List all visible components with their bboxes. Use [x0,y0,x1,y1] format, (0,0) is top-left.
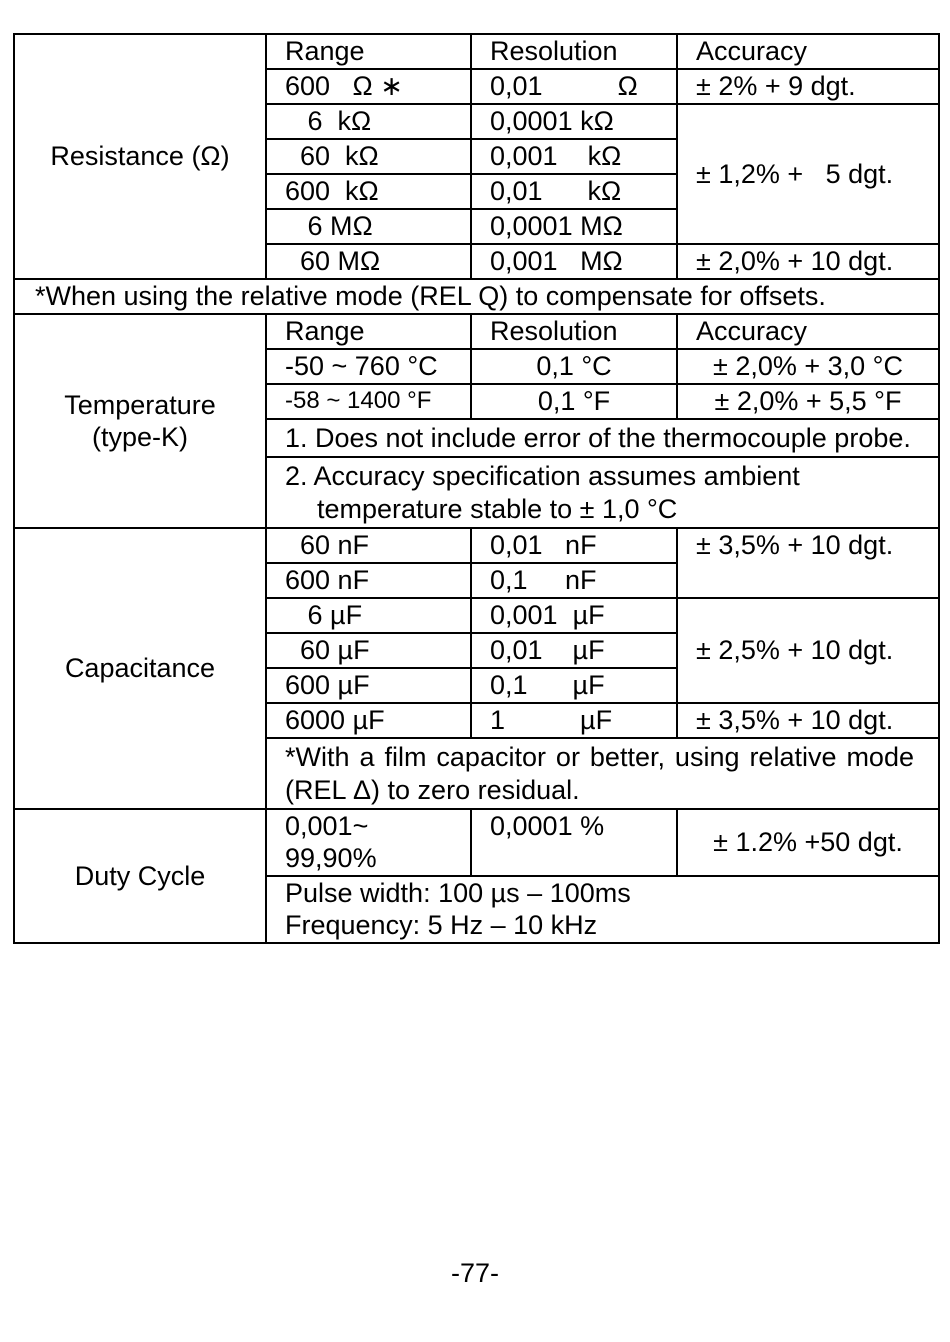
range-cell: 6 µF [266,598,471,633]
accuracy-cell: ± 3,5% + 10 dgt. [677,703,939,738]
accuracy-cell: ± 2,5% + 10 dgt. [677,598,939,703]
resolution-cell: 0,0001 % [471,809,677,876]
range-cell: 6 kΩ [266,104,471,139]
range-cell: 600 nF [266,563,471,598]
resolution-cell: 0,01 kΩ [471,174,677,209]
duty-cycle-label: Duty Cycle [14,809,266,943]
table-row [14,528,939,563]
frequency-text: Frequency: 5 Hz – 10 kHz [285,910,598,941]
accuracy-cell: ± 3,5% + 10 dgt. [677,528,939,598]
accuracy-cell: ± 2% + 9 dgt. [677,69,939,104]
temperature-label [14,314,266,528]
resistance-footnote: *When using the relative mode (REL Q) to compensate for offsets. [14,279,939,314]
range-header: Range [266,34,471,69]
resolution-cell: 0,01 µF [471,633,677,668]
range-cell: 600 Ω ∗ [266,69,471,104]
range-cell: 6000 µF [266,703,471,738]
capacitance-label: Capacitance [14,528,266,809]
resolution-cell: 0,1 °F [471,384,677,419]
range-cell: 60 µF [266,633,471,668]
temperature-header-row [14,314,939,349]
temperature-label-line2: (type-K) [91,422,189,453]
resolution-cell: 0,1 µF [471,668,677,703]
accuracy-cell: ± 1.2% +50 dgt. [677,809,939,876]
accuracy-header: Accuracy [677,314,939,349]
range-cell: -58 ~ 1400 °F [266,384,471,419]
resolution-cell: 0,1 nF [471,563,677,598]
range-header: Range [266,314,471,349]
temperature-note2-text: 2. Accuracy specification assumes ambient temperature stable to ± 1,0 °C [285,461,800,524]
range-cell: 6 MΩ [266,209,471,244]
range-cell: -50 ~ 760 °C [266,349,471,384]
range-cell: 600 µF [266,668,471,703]
resolution-cell: 0,01 nF [471,528,677,563]
duty-cycle-note [266,876,939,943]
resolution-cell: 0,0001 MΩ [471,209,677,244]
resistance-header-row [14,34,939,69]
accuracy-cell: ± 2,0% + 5,5 °F [677,384,939,419]
range-cell: 60 nF [266,528,471,563]
resolution-cell: 0,001 kΩ [471,139,677,174]
resolution-cell: 0,1 °C [471,349,677,384]
resistance-footnote-row [14,279,939,314]
temperature-label-line1: Temperature [64,389,216,420]
temperature-note2 [266,457,939,528]
range-cell: 60 kΩ [266,139,471,174]
resolution-cell: 0,01 Ω [471,69,677,104]
table-row [14,809,939,876]
accuracy-header: Accuracy [677,34,939,69]
accuracy-cell: ± 2,0% + 10 dgt. [677,244,939,279]
capacitance-note: *With a film capacitor or better, using relative mode (REL Δ) to zero residual. [266,738,939,809]
page-number: -77- [450,1258,499,1288]
range-cell: 600 kΩ [266,174,471,209]
duty-range-line2: 99,90% [285,843,377,874]
resolution-cell: 1 µF [471,703,677,738]
resolution-header: Resolution [471,314,677,349]
resistance-label: Resistance (Ω) [14,34,266,279]
resolution-cell: 0,001 MΩ [471,244,677,279]
range-cell: 60 MΩ [266,244,471,279]
resolution-header: Resolution [471,34,677,69]
resolution-cell: 0,001 µF [471,598,677,633]
range-cell [266,809,471,876]
temperature-note1-text: 1. Does not include error of the thermocouple probe. [285,423,911,453]
resolution-cell: 0,0001 kΩ [471,104,677,139]
temperature-note1 [266,419,939,457]
accuracy-cell: ± 2,0% + 3,0 °C [677,349,939,384]
pulse-width-text: Pulse width: 100 µs – 100ms [285,877,631,908]
accuracy-cell: ± 1,2% + 5 dgt. [677,104,939,244]
duty-range-line1: 0,001~ [285,810,369,841]
specifications-table [13,33,940,944]
